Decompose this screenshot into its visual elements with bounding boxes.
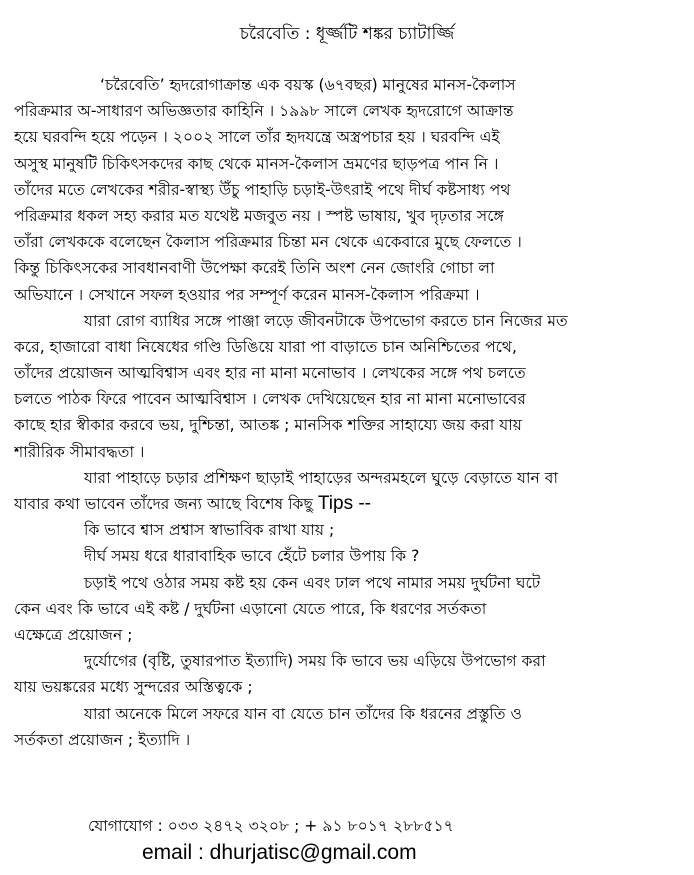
paragraph-line: অসুস্থ মানুষটি চিকিৎসকদের কাছ থেকে মানস-কৈলাস ভ্রমণের ছাড়পত্র পান নি । — [14, 154, 499, 173]
tip-item: দীর্ঘ সময় ধরে ধারাবাহিক ভাবে হেঁটে চলার উপায় কি ? — [84, 547, 420, 566]
paragraph-line: শারীরিক সীমাবদ্ধতা । — [14, 442, 145, 461]
paragraph-line: তাঁদের প্রয়োজন আত্মবিশ্বাস এবং হার না মানা মনোভাব । লেখকের সঙ্গে পথ চলতে — [14, 364, 526, 383]
document-title: চরৈবেতি : ধূর্জ্জটি শঙ্কর চ্যাটার্জ্জি — [239, 24, 455, 44]
paragraph-line: কিন্তু চিকিৎসকের সাবধানবাণী উপেক্ষা করেই তিনি অংশ নেন জোংরি গোচা লা — [14, 259, 495, 278]
tip-item: চড়াই পথে ওঠার সময় কষ্ট হয় কেন এবং ঢাল পথে নামার সময় দুর্ঘটনা ঘটে — [84, 573, 541, 592]
document-body — [14, 72, 682, 753]
paragraph-line: ‘চরৈবেতি’ হৃদরোগাক্রান্ত এক বয়স্ক (৬৭বছর) মানুষের মানস-কৈলাস — [100, 76, 516, 94]
paragraph-line: করে, হাজারো বাধা নিষেধের গণ্ডি ডিঙিয়ে যারা পা বাড়াতে চান অনিশ্চিতের পথে, — [14, 337, 517, 356]
paragraph-line: কাছে হার স্বীকার করবে ভয়, দুশ্চিন্তা, আতঙ্ক ; মানসিক শক্তির সাহায্যে জয় করা যায় — [14, 416, 522, 435]
paragraph-line: চলতে পাঠক ফিরে পাবেন আত্মবিশ্বাস । লেখক দেখিয়েছেন হার না মানা মনোভাবের — [14, 390, 526, 409]
contact-email: email : dhurjatisc@gmail.com — [142, 841, 417, 864]
paragraph-line: যারা রোগ ব্যাধির সঙ্গে পাঞ্জা লড়ে জীবনটাকে উপভোগ করতে চান নিজের মত — [84, 311, 568, 330]
paragraph-line: তাঁরা লেখককে বলেছেন কৈলাস পরিক্রমার চিন্তা মন থেকে একেবারে মুছে ফেলতে । — [14, 233, 522, 252]
tip-item: দুর্যোগের (বৃষ্টি, তুষারপাত ইত্যাদি) সময় কি ভাবে ভয় এড়িয়ে উপভোগ করা — [84, 652, 546, 671]
tip-item: কি ভাবে শ্বাস প্রশ্বাস স্বাভাবিক রাখা যায় ; — [84, 521, 335, 540]
paragraph-line: অভিযানে । সেখানে সফল হওয়ার পর সম্পূর্ণ করেন মানস-কৈলাস পরিক্রমা । — [14, 285, 480, 304]
paragraph-line: তাঁদের মতে লেখকের শরীর-স্বাস্থ্য উঁচু পাহাড়ি চড়াই-উৎরাই পথে দীর্ঘ কষ্টসাধ্য পথ — [14, 180, 511, 199]
contact-phone: যোগাযোগ : ০৩৩ ২৪৭২ ৩২০৮ ; + ৯১ ৮০১৭ ২৮৮৫১৭ — [88, 817, 454, 835]
tips-label: Tips -- — [317, 493, 371, 514]
paragraph-line: যারা পাহাড়ে চড়ার প্রশিক্ষণ ছাড়াই পাহাড়ের অন্দরমহলে ঘুড়ে বেড়াতে যান বা — [84, 468, 558, 487]
paragraph-line: সর্তকতা প্রয়োজন ; ইত্যাদি । — [14, 730, 191, 749]
paragraph-line: কেন এবং কি ভাবে এই কষ্ট / দুর্ঘটনা এড়ানো যেতে পারে, কি ধরণের সর্তকতা — [14, 599, 487, 618]
paragraph-line: পরিক্রমার ধকল সহ্য করার মত যথেষ্ট মজবুত নয় । স্পষ্ট ভাষায়, খুব দৃঢ়তার সঙ্গে — [14, 206, 504, 225]
paragraph-line: এক্ষেত্রে প্রয়োজন ; — [14, 625, 133, 644]
tips-intro-text: যাবার কথা ভাবেন তাঁদের জন্য আছে বিশেষ কিছু — [14, 495, 313, 513]
paragraph-line: যায় ভয়ঙ্করের মধ্যে সুন্দরের অস্তিত্বকে ; — [14, 678, 253, 697]
paragraph-line: হয়ে ঘরবন্দি হয়ে পড়েন । ২০০২ সালে তাঁর হৃদযন্ত্রে অস্ত্রপচার হয় । ঘরবন্দি এই — [14, 128, 500, 147]
tip-item: যারা অনেকে মিলে সফরে যান বা যেতে চান তাঁদের কি ধরনের প্রস্তুতি ও — [84, 704, 523, 723]
tips-line — [14, 491, 682, 517]
paragraph-line: পরিক্রমার অ-সাধারণ অভিজ্ঞতার কাহিনি । ১৯৯৮ সালে লেখক হৃদরোগে আক্রান্ত — [14, 102, 514, 121]
